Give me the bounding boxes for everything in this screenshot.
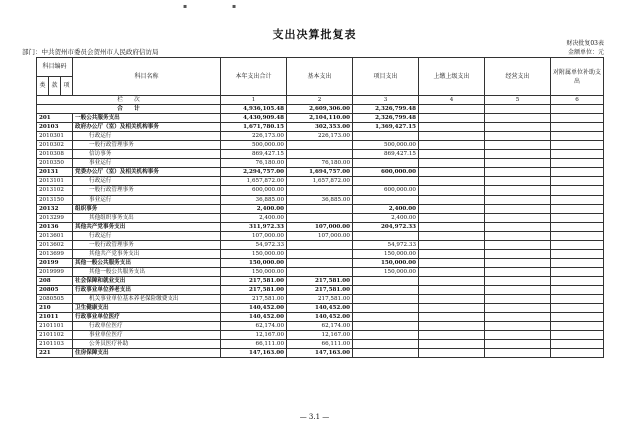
row-upper (419, 204, 485, 213)
row-total: 62,174.00 (221, 322, 287, 331)
row-basic (287, 141, 353, 150)
table-row (37, 349, 604, 358)
row-total: 869,427.15 (221, 150, 287, 159)
scan-mark: ▪ (232, 3, 237, 10)
row-upper (419, 114, 485, 123)
row-subsidy (551, 114, 604, 123)
table-row (37, 222, 604, 231)
row-total: 150,000.00 (221, 258, 287, 267)
row-operating (485, 186, 551, 195)
row-code: 20805 (37, 285, 73, 294)
row-subsidy (551, 313, 604, 322)
col-header-upper: 上缴上级支出 (419, 58, 485, 96)
row-basic (287, 150, 353, 159)
row-total: 1,657,872.00 (221, 177, 287, 186)
row-total: 12,167.00 (221, 331, 287, 340)
row-name: 一般行政管理事务 (73, 186, 221, 195)
row-project: 1,369,427.15 (353, 123, 419, 132)
row-subsidy (551, 132, 604, 141)
row-upper (419, 267, 485, 276)
row-basic: 140,452.00 (287, 313, 353, 322)
row-name: 政府办公厅（室）及相关机构事务 (73, 123, 221, 132)
row-name: 其他共产党事务支出 (73, 222, 221, 231)
row-subsidy (551, 258, 604, 267)
row-total: 500,000.00 (221, 141, 287, 150)
row-operating (485, 195, 551, 204)
row-basic: 107,000.00 (287, 222, 353, 231)
row-upper (419, 132, 485, 141)
row-code: 20199 (37, 258, 73, 267)
row-code: 2010302 (37, 141, 73, 150)
row-subsidy (551, 168, 604, 177)
total-basic: 2,609,306.00 (287, 105, 353, 114)
row-name: 行政运行 (73, 177, 221, 186)
row-project (353, 295, 419, 304)
row-code: 2013150 (37, 195, 73, 204)
row-name: 信访事务 (73, 150, 221, 159)
row-subsidy (551, 195, 604, 204)
row-total: 226,173.00 (221, 132, 287, 141)
row-total: 217,581.00 (221, 276, 287, 285)
row-code: 2080505 (37, 295, 73, 304)
column-number-row (37, 96, 604, 105)
col-header-xiang: 项 (61, 77, 73, 96)
row-basic: 217,581.00 (287, 285, 353, 294)
row-subsidy (551, 340, 604, 349)
row-total: 107,000.00 (221, 231, 287, 240)
table-row (37, 150, 604, 159)
table-row (37, 295, 604, 304)
row-code: 2101102 (37, 331, 73, 340)
row-subsidy (551, 240, 604, 249)
row-code: 2013299 (37, 213, 73, 222)
row-project (353, 276, 419, 285)
row-code: 2013602 (37, 240, 73, 249)
row-operating (485, 249, 551, 258)
total-amount: 4,936,105.48 (221, 105, 287, 114)
row-name: 一般公共服务支出 (73, 114, 221, 123)
row-code: 2013101 (37, 177, 73, 186)
row-subsidy (551, 123, 604, 132)
row-upper (419, 177, 485, 186)
row-total: 1,671,780.15 (221, 123, 287, 132)
row-code: 20132 (37, 204, 73, 213)
table-row (37, 322, 604, 331)
row-total: 217,581.00 (221, 285, 287, 294)
row-basic: 1,694,757.00 (287, 168, 353, 177)
row-basic: 147,163.00 (287, 349, 353, 358)
row-upper (419, 313, 485, 322)
row-total: 600,000.00 (221, 186, 287, 195)
table-row (37, 304, 604, 313)
row-project (353, 132, 419, 141)
row-total: 217,581.00 (221, 295, 287, 304)
row-upper (419, 150, 485, 159)
row-name: 组织事务 (73, 204, 221, 213)
row-operating (485, 123, 551, 132)
row-operating (485, 159, 551, 168)
row-name: 其他一般公共服务支出 (73, 267, 221, 276)
row-upper (419, 213, 485, 222)
row-upper (419, 159, 485, 168)
row-operating (485, 295, 551, 304)
row-project: 150,000.00 (353, 267, 419, 276)
row-subsidy (551, 295, 604, 304)
row-name: 行政运行 (73, 231, 221, 240)
row-subsidy (551, 304, 604, 313)
table-row (37, 195, 604, 204)
row-operating (485, 150, 551, 159)
row-basic (287, 258, 353, 267)
row-operating (485, 177, 551, 186)
row-operating (485, 340, 551, 349)
row-basic: 140,452.00 (287, 304, 353, 313)
row-operating (485, 204, 551, 213)
row-code: 21011 (37, 313, 73, 322)
row-subsidy (551, 141, 604, 150)
row-name: 公务员医疗补助 (73, 340, 221, 349)
expenditure-table (36, 57, 604, 358)
table-row (37, 313, 604, 322)
total-operating (485, 105, 551, 114)
row-upper (419, 285, 485, 294)
row-project (353, 231, 419, 240)
row-project: 600,000.00 (353, 186, 419, 195)
row-operating (485, 267, 551, 276)
row-basic: 66,111.00 (287, 340, 353, 349)
row-project (353, 322, 419, 331)
row-code: 20131 (37, 168, 73, 177)
col-header-name: 科目名称 (73, 58, 221, 96)
row-operating (485, 168, 551, 177)
row-subsidy (551, 231, 604, 240)
row-basic: 302,353.00 (287, 123, 353, 132)
row-project: 150,000.00 (353, 249, 419, 258)
row-basic: 12,167.00 (287, 331, 353, 340)
row-name: 其他组织事务支出 (73, 213, 221, 222)
page-number: — 3.1 — (299, 413, 330, 421)
row-basic (287, 249, 353, 258)
row-operating (485, 258, 551, 267)
total-subsidy (551, 105, 604, 114)
row-total: 147,163.00 (221, 349, 287, 358)
column-number: 3 (353, 96, 419, 105)
row-subsidy (551, 222, 604, 231)
row-total: 140,452.00 (221, 313, 287, 322)
row-project: 54,972.33 (353, 240, 419, 249)
row-project: 869,427.15 (353, 150, 419, 159)
row-project: 500,000.00 (353, 141, 419, 150)
row-subsidy (551, 177, 604, 186)
table-row (37, 123, 604, 132)
row-project: 204,972.33 (353, 222, 419, 231)
row-code: 2101103 (37, 340, 73, 349)
row-code: 20136 (37, 222, 73, 231)
row-subsidy (551, 249, 604, 258)
row-basic: 2,104,110.00 (287, 114, 353, 123)
row-operating (485, 322, 551, 331)
row-basic (287, 213, 353, 222)
row-project (353, 177, 419, 186)
table-row (37, 114, 604, 123)
form-code: 财决批复03表 (566, 40, 604, 47)
row-project: 150,000.00 (353, 258, 419, 267)
row-total: 150,000.00 (221, 267, 287, 276)
table-row (37, 213, 604, 222)
row-basic: 62,174.00 (287, 322, 353, 331)
row-project (353, 285, 419, 294)
row-name: 行政单位医疗 (73, 322, 221, 331)
table-row (37, 258, 604, 267)
row-subsidy (551, 349, 604, 358)
row-subsidy (551, 322, 604, 331)
row-basic: 226,173.00 (287, 132, 353, 141)
row-upper (419, 340, 485, 349)
row-operating (485, 141, 551, 150)
row-operating (485, 114, 551, 123)
row-operating (485, 349, 551, 358)
row-basic: 76,180.00 (287, 159, 353, 168)
row-project: 2,326,799.48 (353, 114, 419, 123)
row-operating (485, 285, 551, 294)
row-basic (287, 186, 353, 195)
row-code: 2010308 (37, 150, 73, 159)
table-row (37, 132, 604, 141)
row-name: 行政事业单位医疗 (73, 313, 221, 322)
col-header-subsidy: 对附属单位补助支出 (551, 58, 604, 96)
row-project (353, 195, 419, 204)
row-project: 2,400.00 (353, 213, 419, 222)
row-name: 行政运行 (73, 132, 221, 141)
row-name: 住房保障支出 (73, 349, 221, 358)
row-code: 20103 (37, 123, 73, 132)
row-project: 600,000.00 (353, 168, 419, 177)
row-operating (485, 304, 551, 313)
row-upper (419, 276, 485, 285)
row-total: 140,452.00 (221, 304, 287, 313)
column-number: 6 (551, 96, 604, 105)
row-name: 事业运行 (73, 159, 221, 168)
row-subsidy (551, 204, 604, 213)
row-name: 一般行政管理事务 (73, 240, 221, 249)
row-total: 54,972.33 (221, 240, 287, 249)
row-name: 行政事业单位养老支出 (73, 285, 221, 294)
row-upper (419, 322, 485, 331)
row-upper (419, 141, 485, 150)
table-row (37, 267, 604, 276)
row-total: 150,000.00 (221, 249, 287, 258)
row-subsidy (551, 186, 604, 195)
row-operating (485, 213, 551, 222)
table-row (37, 249, 604, 258)
row-project (353, 159, 419, 168)
total-upper (419, 105, 485, 114)
row-project (353, 304, 419, 313)
row-code: 2013102 (37, 186, 73, 195)
header-row (37, 58, 604, 77)
column-number-label: 栏 次 (37, 96, 221, 105)
row-code: 2010301 (37, 132, 73, 141)
row-subsidy (551, 331, 604, 340)
row-total: 66,111.00 (221, 340, 287, 349)
row-operating (485, 231, 551, 240)
row-project: 2,400.00 (353, 204, 419, 213)
col-header-kuan: 款 (49, 77, 61, 96)
table-row (37, 186, 604, 195)
column-number: 4 (419, 96, 485, 105)
row-upper (419, 123, 485, 132)
row-operating (485, 132, 551, 141)
row-code: 2101101 (37, 322, 73, 331)
row-code: 2013699 (37, 249, 73, 258)
row-subsidy (551, 213, 604, 222)
scan-mark: ▪ (183, 3, 188, 10)
row-upper (419, 258, 485, 267)
total-project: 2,326,799.48 (353, 105, 419, 114)
col-header-total: 本年支出合计 (221, 58, 287, 96)
total-label: 合 计 (37, 105, 221, 114)
row-total: 311,972.33 (221, 222, 287, 231)
row-upper (419, 349, 485, 358)
row-total: 76,180.00 (221, 159, 287, 168)
row-name: 社会保障和就业支出 (73, 276, 221, 285)
row-name: 一般行政管理事务 (73, 141, 221, 150)
row-name: 党委办公厅（室）及相关机构事务 (73, 168, 221, 177)
row-operating (485, 276, 551, 285)
table-row (37, 177, 604, 186)
row-upper (419, 195, 485, 204)
row-basic: 1,657,872.00 (287, 177, 353, 186)
total-row (37, 105, 604, 114)
row-total: 2,294,757.00 (221, 168, 287, 177)
table-row (37, 240, 604, 249)
row-name: 事业运行 (73, 195, 221, 204)
col-header-lei: 类 (37, 77, 49, 96)
row-upper (419, 186, 485, 195)
row-basic (287, 204, 353, 213)
document-title: 支出决算批复表 (272, 28, 357, 41)
row-upper (419, 240, 485, 249)
row-total: 36,885.00 (221, 195, 287, 204)
col-header-basic: 基本支出 (287, 58, 353, 96)
row-code: 2019999 (37, 267, 73, 276)
row-operating (485, 313, 551, 322)
row-total: 4,430,909.48 (221, 114, 287, 123)
row-name: 卫生健康支出 (73, 304, 221, 313)
row-operating (485, 222, 551, 231)
table-row (37, 285, 604, 294)
row-subsidy (551, 150, 604, 159)
row-basic (287, 240, 353, 249)
row-subsidy (551, 276, 604, 285)
row-basic: 217,581.00 (287, 276, 353, 285)
table-row (37, 276, 604, 285)
row-name: 事业单位医疗 (73, 331, 221, 340)
row-total: 2,400.00 (221, 213, 287, 222)
row-upper (419, 222, 485, 231)
row-upper (419, 295, 485, 304)
table-row (37, 141, 604, 150)
row-code: 210 (37, 304, 73, 313)
col-header-project: 项目支出 (353, 58, 419, 96)
row-name: 其他共产党事务支出 (73, 249, 221, 258)
column-number: 2 (287, 96, 353, 105)
row-upper (419, 304, 485, 313)
row-basic: 217,581.00 (287, 295, 353, 304)
row-name: 其他一般公共服务支出 (73, 258, 221, 267)
unit-label: 金额单位：元 (567, 49, 604, 56)
row-project (353, 313, 419, 322)
row-code: 221 (37, 349, 73, 358)
row-upper (419, 331, 485, 340)
table-row (37, 168, 604, 177)
table-row (37, 231, 604, 240)
row-subsidy (551, 285, 604, 294)
table-row (37, 331, 604, 340)
col-header-operating: 经营支出 (485, 58, 551, 96)
row-subsidy (551, 159, 604, 168)
row-operating (485, 240, 551, 249)
row-upper (419, 249, 485, 258)
row-project (353, 331, 419, 340)
column-number: 1 (221, 96, 287, 105)
table-row (37, 159, 604, 168)
row-upper (419, 168, 485, 177)
row-upper (419, 231, 485, 240)
row-name: 机关事业单位基本养老保险缴费支出 (73, 295, 221, 304)
department-label: 部门：中共贺州市委员会贺州市人民政府信访局 (22, 48, 159, 56)
row-code: 208 (37, 276, 73, 285)
row-total: 2,400.00 (221, 204, 287, 213)
row-operating (485, 331, 551, 340)
row-code: 2010350 (37, 159, 73, 168)
row-basic (287, 267, 353, 276)
column-number: 5 (485, 96, 551, 105)
row-subsidy (551, 267, 604, 276)
row-code: 201 (37, 114, 73, 123)
col-header-code: 科目编码 (37, 58, 73, 77)
row-code: 2013601 (37, 231, 73, 240)
row-project (353, 340, 419, 349)
table-row (37, 340, 604, 349)
row-basic: 107,000.00 (287, 231, 353, 240)
row-project (353, 349, 419, 358)
row-basic: 36,885.00 (287, 195, 353, 204)
table-row (37, 204, 604, 213)
